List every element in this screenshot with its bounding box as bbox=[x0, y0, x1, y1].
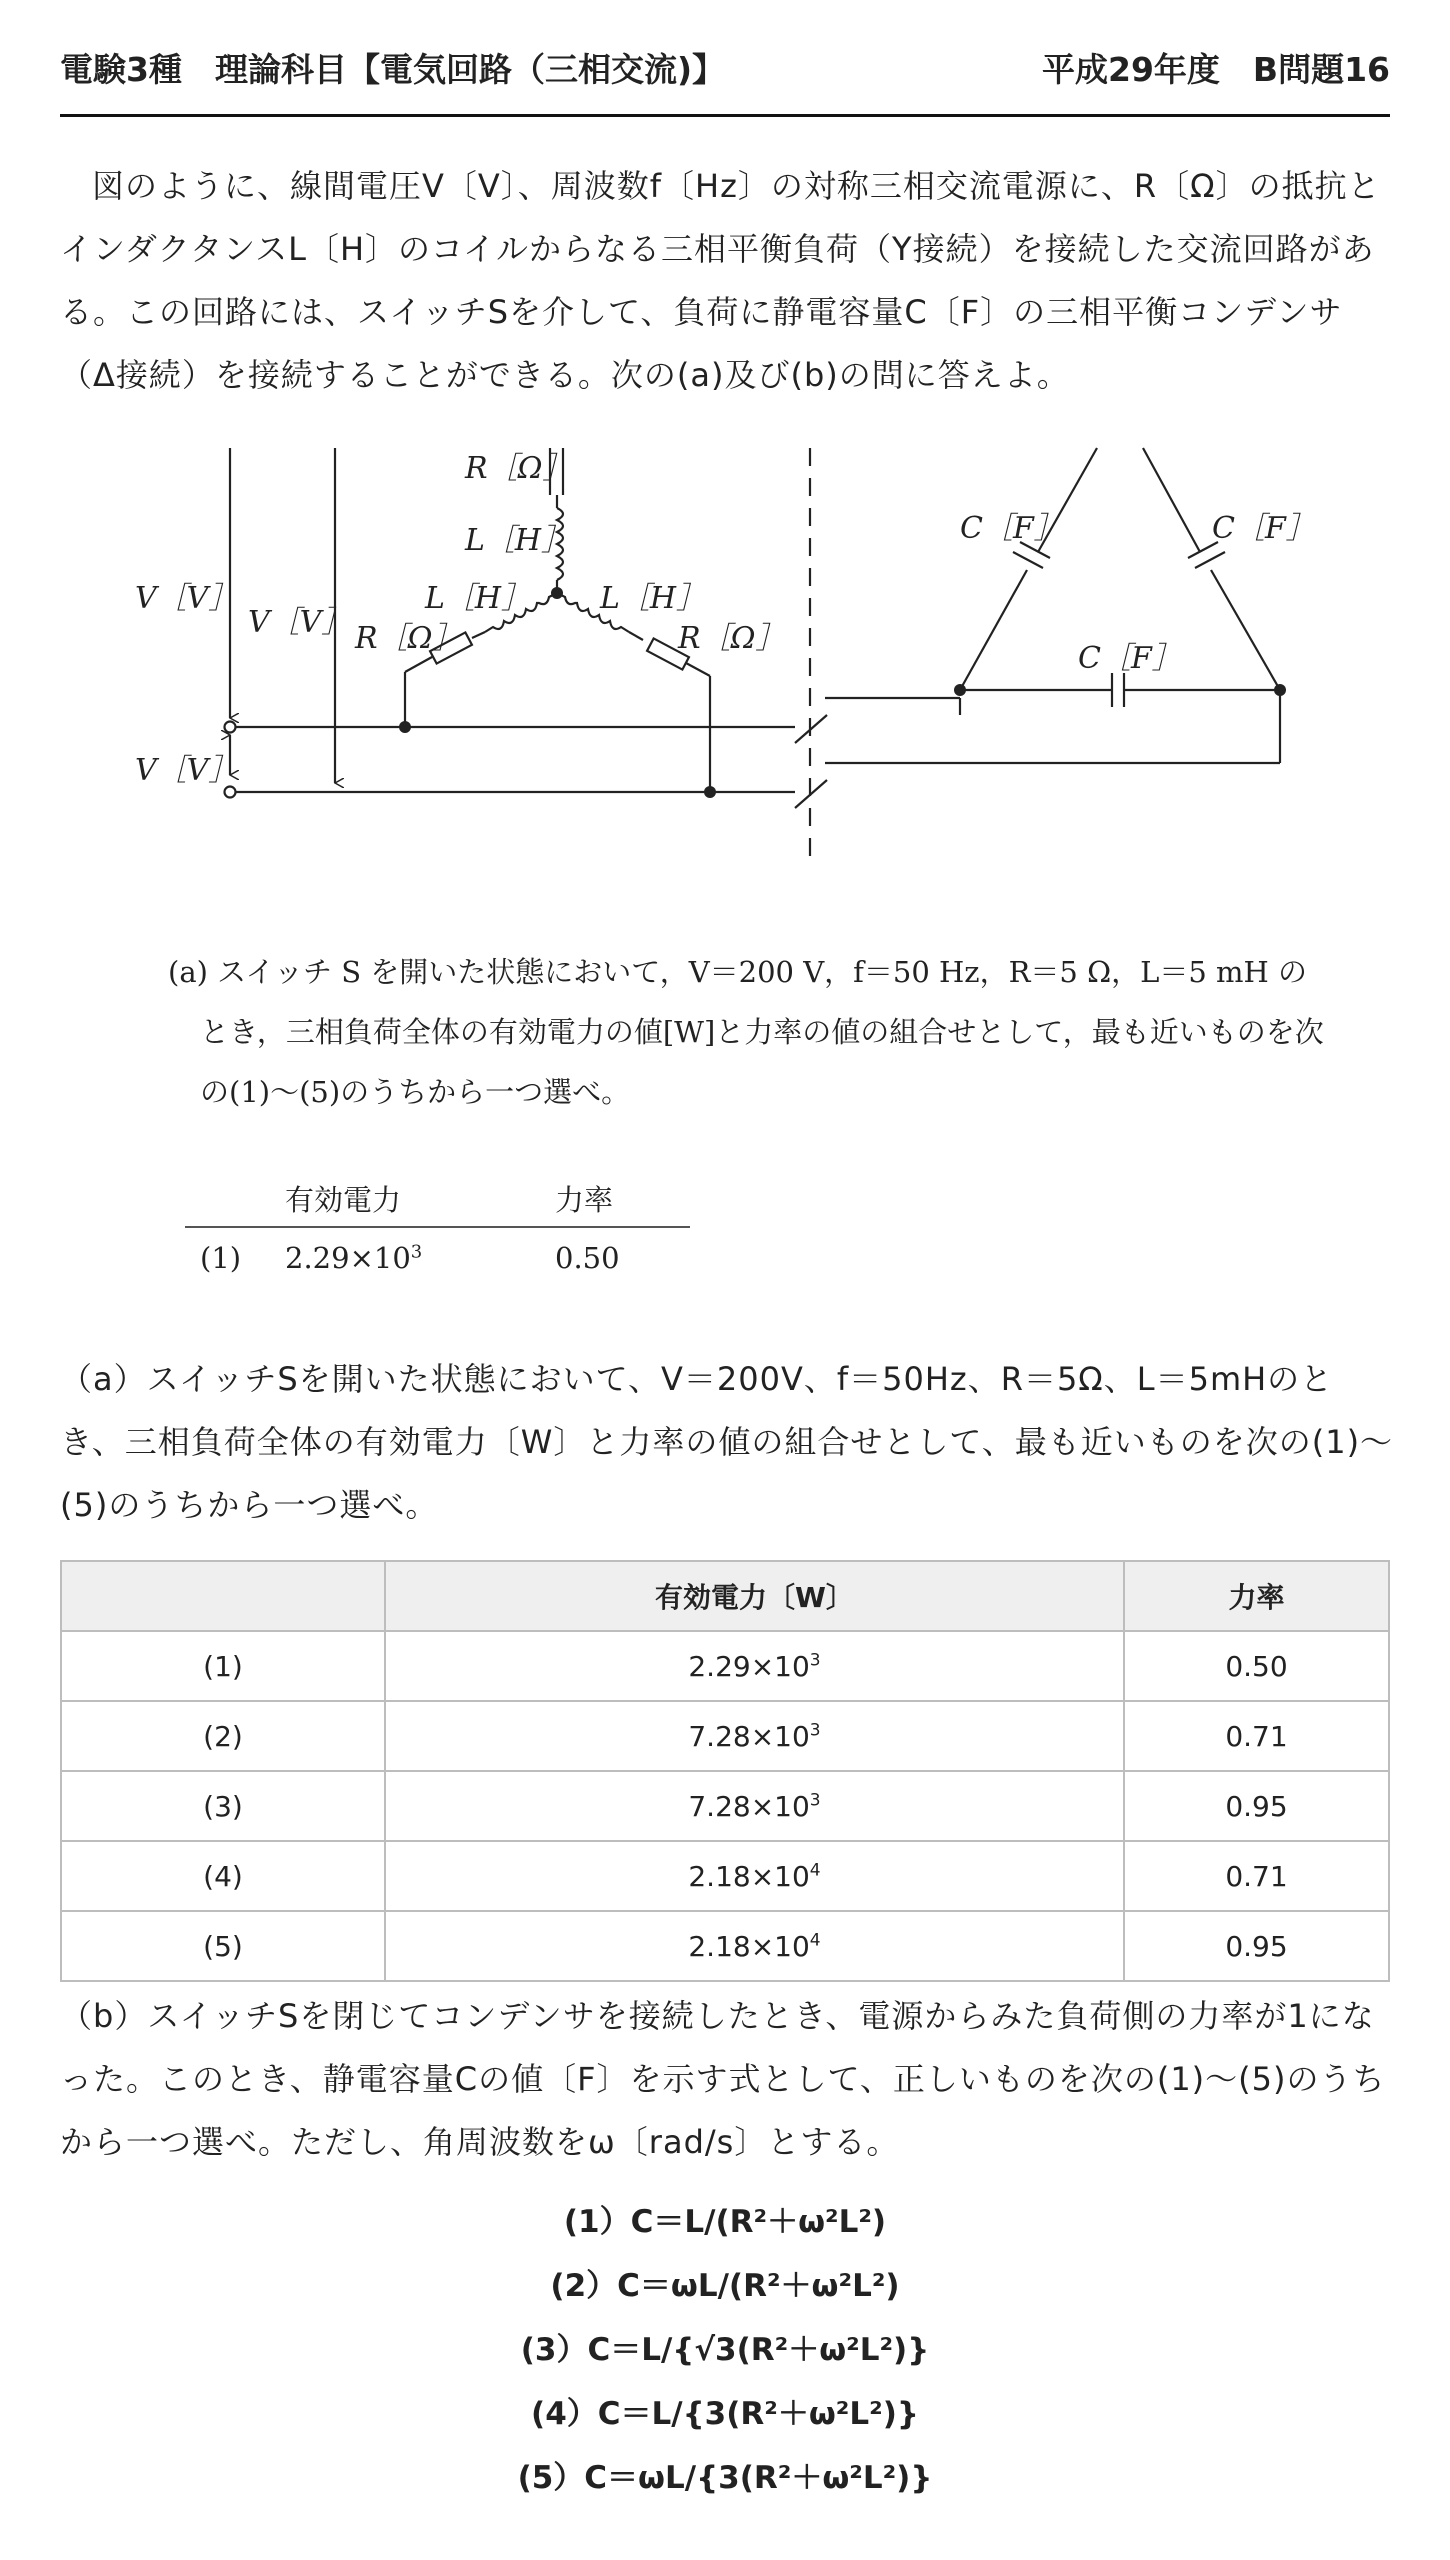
choice-power: $7.28\times 10^3$ bbox=[385, 1771, 1124, 1841]
choice-number: (2) bbox=[61, 1701, 385, 1771]
label-l-right: L［H］ bbox=[600, 581, 707, 616]
header-title: 電験3種 理論科目【電気回路（三相交流)】 bbox=[60, 50, 726, 89]
table-row bbox=[61, 1841, 1389, 1911]
choice-table bbox=[60, 1560, 1390, 1982]
label-r-right: R［Ω］ bbox=[678, 621, 786, 656]
choice-power: $2.18\times 10^4$ bbox=[385, 1911, 1124, 1981]
formula-option: (1）C＝L/(R²＋ω²L²) bbox=[563, 2204, 887, 2240]
choice-power-factor: 0.95 bbox=[1124, 1771, 1389, 1841]
header-blank bbox=[61, 1561, 385, 1631]
mini-table-header bbox=[185, 1170, 690, 1228]
formula-option: (5）C＝ωL/{3(R²＋ω²L²)} bbox=[517, 2460, 933, 2496]
label-l-top: L［H］ bbox=[465, 523, 572, 558]
choice-power-factor: 0.71 bbox=[1124, 1701, 1389, 1771]
label-v-1: V［V］ bbox=[135, 581, 239, 616]
formula-option: (3）C＝L/{√3(R²＋ω²L²)} bbox=[520, 2332, 930, 2368]
choice-power-factor: 0.95 bbox=[1124, 1911, 1389, 1981]
label-c-left: C［F］ bbox=[960, 511, 1064, 546]
mini-row-power: $2.29\times 10^3$ bbox=[285, 1241, 423, 1275]
header-divider bbox=[60, 114, 1390, 117]
formula-option: (2）C＝ωL/(R²＋ω²L²) bbox=[550, 2268, 900, 2304]
mini-choice-table bbox=[185, 1170, 690, 1288]
choice-number: (3) bbox=[61, 1771, 385, 1841]
mini-table-row bbox=[185, 1228, 690, 1288]
choice-power-factor: 0.50 bbox=[1124, 1631, 1389, 1701]
problem-intro: 図のように、線間電圧V〔V〕、周波数f〔Hz〕の対称三相交流電源に、R〔Ω〕の抵抗とインダクタンスL〔H〕のコイルからなる三相平衡負荷（Y接続）を接続した交流回路がある。この回路には、スイッチSを介して、負荷に静電容量C〔F〕の三相平衡コンデンサ（Δ接続）を接続することができる。次の(a)及び(b)の問に答えよ。 bbox=[60, 167, 1381, 394]
header-problem-id: 平成29年度 B問題16 bbox=[1042, 50, 1390, 89]
header-pf: 力率 bbox=[1124, 1561, 1389, 1631]
formula-option: (4）C＝L/{3(R²＋ω²L²)} bbox=[531, 2396, 919, 2432]
label-l-left: L［H］ bbox=[425, 581, 532, 616]
question-a: （a）スイッチSを開いた状態において、V＝200V、f＝50Hz、R＝5Ω、L＝5mHのとき、三相負荷全体の有効電力〔W〕と力率の値の組合せとして、最も近いものを次の(1)～(5)のうちから一つ選べ。 bbox=[60, 1360, 1394, 1524]
table-row bbox=[61, 1911, 1389, 1981]
label-v-3: V［V］ bbox=[135, 753, 239, 788]
header-power: 有効電力〔W〕 bbox=[385, 1561, 1124, 1631]
choice-number: (5) bbox=[61, 1911, 385, 1981]
label-r-top: R［Ω］ bbox=[465, 451, 573, 486]
question-b: （b）スイッチSを閉じてコンデンサを接続したとき、電源からみた負荷側の力率が1になった。このとき、静電容量Cの値〔F〕を示す式として、正しいものを次の(1)～(5)のうちから一つ選べ。ただし、角周波数をω〔rad/s〕とする。 bbox=[60, 1997, 1386, 2161]
capacitor-right-plate-1 bbox=[1195, 552, 1225, 568]
table-row bbox=[61, 1631, 1389, 1701]
label-v-2: V［V］ bbox=[248, 605, 352, 640]
mini-col-pf: 力率 bbox=[555, 1182, 614, 1217]
label-r-left: R［Ω］ bbox=[355, 621, 463, 656]
choice-number: (4) bbox=[61, 1841, 385, 1911]
question-a-serif bbox=[168, 942, 1328, 1122]
formula-list bbox=[0, 2190, 1450, 2510]
table-row bbox=[61, 1771, 1389, 1841]
mini-row-num: (1) bbox=[200, 1241, 242, 1275]
circuit-diagram bbox=[120, 440, 1320, 870]
table-row bbox=[61, 1701, 1389, 1771]
question-a-serif-text: (a) スイッチ S を開いた状態において，V＝200 V，f＝50 Hz，R＝5 Ω，L＝5 mH のとき，三相負荷全体の有効電力の値[W]と力率の値の組合せとして，最も近いものを次の(1)～(5)のうちから一つ選べ。 bbox=[168, 955, 1324, 1109]
label-c-bottom: C［F］ bbox=[1078, 641, 1182, 676]
label-c-right: C［F］ bbox=[1212, 511, 1316, 546]
choice-power: $2.29\times 10^3$ bbox=[385, 1631, 1124, 1701]
choice-power-factor: 0.71 bbox=[1124, 1841, 1389, 1911]
choice-power: $2.18\times 10^4$ bbox=[385, 1841, 1124, 1911]
choice-number: (1) bbox=[61, 1631, 385, 1701]
mini-row-pf: 0.50 bbox=[555, 1241, 620, 1275]
choice-power: $7.28\times 10^3$ bbox=[385, 1701, 1124, 1771]
capacitor-left-plate-1 bbox=[1013, 552, 1043, 568]
mini-col-power: 有効電力 bbox=[285, 1182, 402, 1217]
choice-table-header bbox=[61, 1561, 1389, 1631]
